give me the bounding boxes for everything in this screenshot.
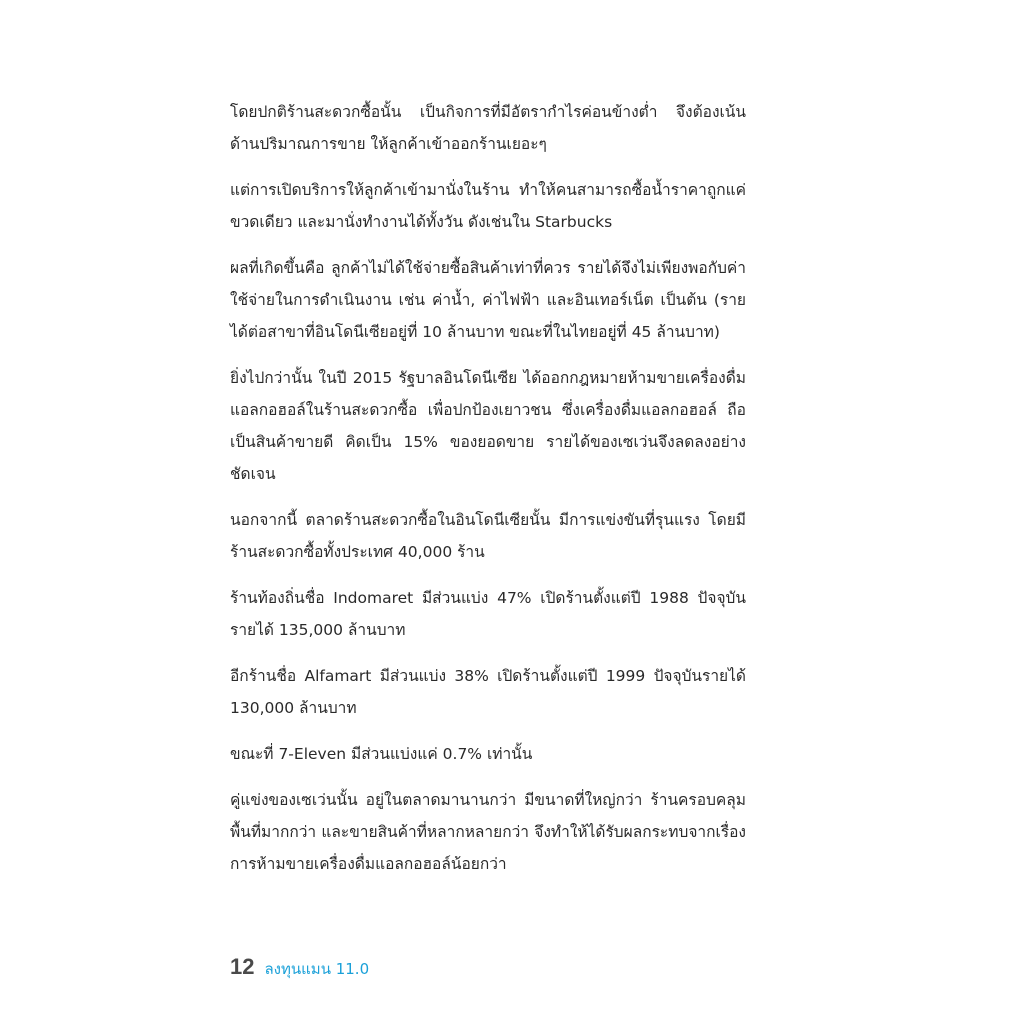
paragraph: โดยปกติร้านสะดวกซื้อนั้น เป็นกิจการที่มีอัตรากำไรค่อนข้างต่ำ จึงต้องเน้นด้านปริมาณการขาย ให้ลูกค้าเข้าออกร้านเยอะๆ — [230, 103, 746, 153]
page-number: 12 — [230, 954, 255, 979]
paragraph: ขณะที่ 7-Eleven มีส่วนแบ่งแค่ 0.7% เท่านั้น — [230, 745, 533, 763]
paragraph: อีกร้านชื่อ Alfamart มีส่วนแบ่ง 38% เปิดร้านตั้งแต่ปี 1999 ปัจจุบันรายได้ 130,000 ล้านบาท — [230, 667, 746, 717]
page-footer — [230, 954, 369, 981]
book-title: ลงทุนแมน 11.0 — [264, 960, 370, 978]
paragraph: แต่การเปิดบริการให้ลูกค้าเข้ามานั่งในร้าน ทำให้คนสามารถซื้อน้ำราคาถูกแค่ขวดเดียว และมานั่งทำงานได้ทั้งวัน ดังเช่นใน Starbucks — [230, 181, 746, 231]
paragraph: นอกจากนี้ ตลาดร้านสะดวกซื้อในอินโดนีเซียนั้น มีการแข่งขันที่รุนแรง โดยมีร้านสะดวกซื้อทั้งประเทศ 40,000 ร้าน — [230, 511, 746, 561]
page-body — [230, 96, 746, 894]
paragraph: ร้านท้องถิ่นชื่อ Indomaret มีส่วนแบ่ง 47% เปิดร้านตั้งแต่ปี 1988 ปัจจุบันรายได้ 135,000 ล้านบาท — [230, 589, 746, 639]
paragraph: คู่แข่งของเซเว่นนั้น อยู่ในตลาดมานานกว่า มีขนาดที่ใหญ่กว่า ร้านครอบคลุมพื้นที่มากกว่า และขายสินค้าที่หลากหลายกว่า จึงทำให้ได้รับผลกระทบจากเรื่องการห้ามขายเครื่องดื่มแอลกอฮอล์น้อยกว่า — [230, 791, 746, 873]
paragraph: ผลที่เกิดขึ้นคือ ลูกค้าไม่ได้ใช้จ่ายซื้อสินค้าเท่าที่ควร รายได้จึงไม่เพียงพอกับค่าใช้จ่ายในการดำเนินงาน เช่น ค่าน้ำ, ค่าไฟฟ้า และอินเทอร์เน็ต เป็นต้น (รายได้ต่อสาขาที่อินโดนีเซียอยู่ที่ 10 ล้านบาท ขณะที่ในไทยอยู่ที่ 45 ล้านบาท) — [230, 259, 746, 341]
paragraph: ยิ่งไปกว่านั้น ในปี 2015 รัฐบาลอินโดนีเซีย ได้ออกกฎหมายห้ามขายเครื่องดื่มแอลกอฮอล์ในร้านสะดวกซื้อ เพื่อปกป้องเยาวชน ซึ่งเครื่องดื่มแอลกอฮอล์ ถือเป็นสินค้าขายดี คิดเป็น 15% ของยอดขาย รายได้ของเซเว่นจึงลดลงอย่างชัดเจน — [230, 369, 746, 483]
